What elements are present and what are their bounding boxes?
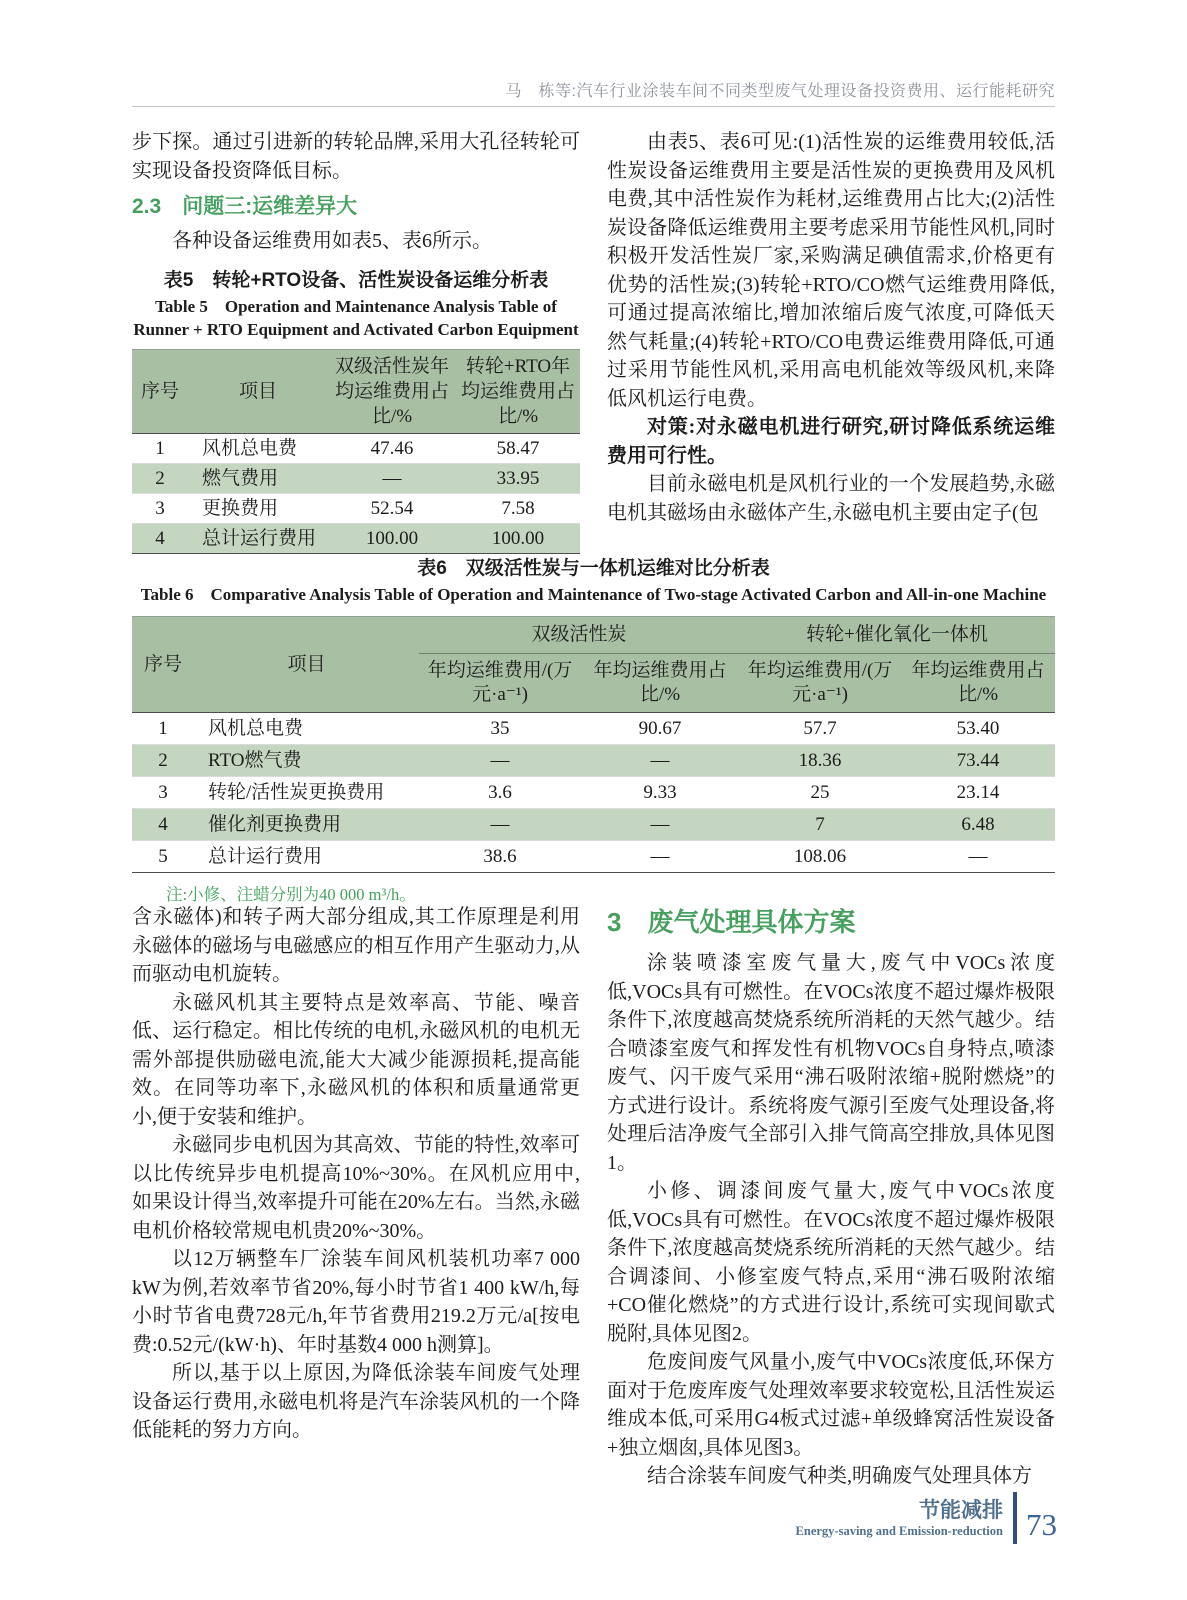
table-cell: 73.44 <box>901 745 1055 777</box>
table-cell: 1 <box>155 437 165 459</box>
table6-sub-header: 年均运维费用占比/% <box>901 654 1055 713</box>
footer-journal-name <box>796 1498 1003 1539</box>
table-row <box>132 463 580 493</box>
table-cell: 108.06 <box>793 846 847 867</box>
table-cell: 53.40 <box>956 718 1000 739</box>
table5-header-cell: 序号 <box>132 349 188 433</box>
paragraph: 涂装喷漆室废气量大,废气中VOCs浓度低,VOCs具有可燃性。在VOCs浓度不超过爆炸极限条件下,浓度越高焚烧系统所消耗的天然气越少。结合喷漆室废气和挥发性有机物VOCs自身特点,喷漆废气、闪干废气采用“沸石吸附浓缩+脱附燃烧”的方式进行设计。系统将废气源引至废气处理设备,将处理后洁净废气全部引入排气筒高空排放,具体见图1。 <box>607 952 1055 1174</box>
table-row <box>132 523 580 553</box>
table-row <box>132 433 580 463</box>
table-cell: 转轮/活性炭更换费用 <box>208 782 385 803</box>
table-cell: 90.67 <box>638 718 682 739</box>
table-cell: 57.7 <box>803 718 837 739</box>
table-row <box>132 777 1055 809</box>
running-head-rule <box>132 106 1055 107</box>
table-cell: 35 <box>490 718 510 739</box>
table6-sub-header: 年均运维费用占比/% <box>581 654 739 713</box>
table5-header-cell: 转轮+RTO年均运维费用占比/% <box>456 349 580 433</box>
table5-caption-zh: 表5 转轮+RTO设备、活性炭设备运维分析表 <box>163 269 549 291</box>
running-head: 马 栋等:汽车行业涂装车间不同类型废气处理设备投资费用、运行能耗研究 <box>505 83 1055 100</box>
paragraph: 由表5、表6可见:(1)活性炭的运维费用较低,活性炭设备运维费用主要是活性炭的更换费用及风机电费,其中活性炭作为耗材,运维费用占比大;(2)活性炭设备降低运维费用主要考虑采用节能性风机,同时积极开发活性炭厂家,采购满足碘值需求,价格更有优势的活性炭;(3)转轮+RTO/CO燃气运维费用降低,可通过提高浓缩比,增加浓缩后废气浓度,可降低天然气耗量;(4)转轮+RTO/CO电费运维费用降低,可通过采用节能性风机,采用高电机能效等级风机,来降低风机运行电费。 <box>607 131 1055 410</box>
table6-caption-zh: 表6 双级活性炭与一体机运维对比分析表 <box>417 558 770 579</box>
paragraph: 含永磁体)和转子两大部分组成,其工作原理是利用永磁体的磁场与电磁感应的相互作用产生驱动力,从而驱动电机旋转。 <box>132 906 580 985</box>
table-cell: — <box>419 809 581 841</box>
table-cell: 风机总电费 <box>208 718 304 739</box>
table-cell: 1 <box>158 718 168 739</box>
table-cell: 23.14 <box>956 782 1000 803</box>
table-cell: 4 <box>132 809 194 841</box>
bottom-right-column <box>607 903 1055 1491</box>
table6 <box>132 616 1055 873</box>
table5-header-cell: 项目 <box>188 349 328 433</box>
table-cell: 4 <box>132 523 188 553</box>
table-cell: — <box>328 463 456 493</box>
footer-divider <box>1013 1492 1017 1544</box>
table6-block <box>132 556 1055 905</box>
table-cell: 25 <box>810 782 830 803</box>
bottom-left-column <box>132 903 580 1491</box>
table-row <box>132 713 1055 745</box>
table-cell: 38.6 <box>483 846 517 867</box>
table-cell: 催化剂更换费用 <box>194 809 419 841</box>
footer-journal-zh: 节能减排 <box>919 1498 1003 1522</box>
table6-sub-header: 年均运维费用/(万元·a⁻¹) <box>419 654 581 713</box>
section-heading-3: 3 废气处理具体方案 <box>607 907 856 937</box>
section-heading-2-3: 2.3 问题三:运维差异大 <box>132 195 358 218</box>
table6-group-header: 转轮+催化氧化一体机 <box>739 617 1055 654</box>
table-cell: 52.54 <box>370 497 414 519</box>
table-cell: 47.46 <box>370 437 414 459</box>
paragraph: 步下探。通过引进新的转轮品牌,采用大孔径转轮可实现设备投资降低目标。 <box>132 131 580 182</box>
table-cell: 风机总电费 <box>202 437 298 459</box>
table-cell: RTO燃气费 <box>194 745 419 777</box>
table5-header-cell: 双级活性炭年均运维费用占比/% <box>328 349 456 433</box>
table-cell: — <box>968 846 988 867</box>
paragraph: 小修、调漆间废气量大,废气中VOCs浓度低,VOCs具有可燃性。在VOCs浓度不超过爆炸极限条件下,浓度越高焚烧系统所消耗的天然气越少。结合调漆间、小修室废气特点,采用“沸石吸附浓缩+CO催化燃烧”的方式进行设计,系统可实现间歇式脱附,具体见图2。 <box>607 1180 1055 1345</box>
table-cell: — <box>581 745 739 777</box>
table-cell: — <box>581 809 739 841</box>
table-cell: 3 <box>155 497 165 519</box>
paragraph: 永磁风机其主要特点是效率高、节能、噪音低、运行稳定。相比传统的电机,永磁风机的电机无需外部提供励磁电流,能大大减少能源损耗,提高能效。在同等功率下,永磁风机的体积和质量通常更小,便于安装和维护。 <box>132 991 580 1128</box>
top-right-column <box>607 128 1055 554</box>
table6-group-header-row <box>132 617 1055 654</box>
table-cell: 2 <box>132 463 188 493</box>
table-cell: — <box>419 745 581 777</box>
table-row <box>132 809 1055 841</box>
table-cell: 100.00 <box>328 523 456 553</box>
table-cell: 58.47 <box>496 437 540 459</box>
top-columns <box>132 128 1055 554</box>
table-cell: 18.36 <box>739 745 901 777</box>
table6-note: 注:小修、注蜡分别为40 000 m³/h。 <box>166 885 416 904</box>
table-row <box>132 745 1055 777</box>
table6-header-cell: 项目 <box>194 617 419 713</box>
table-cell: 总计运行费用 <box>208 846 323 867</box>
paragraph: 所以,基于以上原因,为降低涂装车间废气处理设备运行费用,永磁电机将是汽车涂装风机的一个降低能耗的努力方向。 <box>132 1362 580 1441</box>
table-cell: 更换费用 <box>202 497 279 519</box>
table-cell: 总计运行费用 <box>188 523 328 553</box>
table6-caption-en: Table 6 Comparative Analysis Table of Operation and Maintenance of Two-stage Activated Carbon and All-in-one Machine <box>140 585 1047 604</box>
footer-page-number: 73 <box>1026 1507 1057 1542</box>
bottom-columns <box>132 903 1055 1491</box>
table-row <box>132 841 1055 873</box>
paragraph: 目前永磁电机是风机行业的一个发展趋势,永磁电机其磁场由永磁体产生,永磁电机主要由定子(包 <box>607 473 1055 524</box>
table-cell: 33.95 <box>456 463 580 493</box>
table5-caption-en: Table 5 Operation and Maintenance Analysis Table of Runner + RTO Equipment and Activated Carbon Equipment <box>133 296 579 339</box>
table-cell: 2 <box>132 745 194 777</box>
table5-header-row <box>132 349 580 433</box>
table6-group-header: 双级活性炭 <box>419 617 739 654</box>
table-cell: 100.00 <box>456 523 580 553</box>
table6-header-cell: 序号 <box>132 617 194 713</box>
top-left-column <box>132 128 580 554</box>
paragraph: 永磁同步电机因为其高效、节能的特性,效率可以比传统异步电机提高10%~30%。在风机应用中,如果设计得当,效率提升可能在20%左右。当然,永磁电机价格较常规电机贵20%~30%。 <box>132 1134 580 1242</box>
page-footer <box>796 1492 1057 1544</box>
paragraph: 各种设备运维费用如表5、表6所示。 <box>172 230 492 252</box>
table-cell: 6.48 <box>901 809 1055 841</box>
footer-journal-en: Energy-saving and Emission-reduction <box>795 1523 1003 1538</box>
table-cell: 5 <box>158 846 168 867</box>
paragraph: 危废间废气风量小,废气中VOCs浓度低,环保方面对于危废库废气处理效率要求较宽松,且活性炭运维成本低,可采用G4板式过滤+单级蜂窝活性炭设备+独立烟囱,具体见图3。 <box>607 1351 1055 1459</box>
table-cell: 9.33 <box>643 782 677 803</box>
table-cell: 3 <box>158 782 168 803</box>
table5 <box>132 349 580 554</box>
paragraph: 结合涂装车间废气种类,明确废气处理具体方 <box>647 1465 1032 1487</box>
paragraph: 以12万辆整车厂涂装车间风机装机功率7 000 kW为例,若效率节省20%,每小时节省1 400 kW/h,每小时节省电费728元/h,年节省费用219.2万元/a[按电费:0.52元/(kW·h)、年时基数4 000 h测算]。 <box>132 1248 580 1356</box>
table-cell: 7.58 <box>501 497 535 519</box>
table-row <box>132 493 580 523</box>
paragraph-bold: 对策:对永磁电机进行研究,研讨降低系统运维费用可行性。 <box>607 416 1055 467</box>
table-cell: 3.6 <box>488 782 512 803</box>
table6-sub-header: 年均运维费用/(万元·a⁻¹) <box>739 654 901 713</box>
table-cell: 7 <box>739 809 901 841</box>
table-cell: — <box>650 846 670 867</box>
table-cell: 燃气费用 <box>188 463 328 493</box>
